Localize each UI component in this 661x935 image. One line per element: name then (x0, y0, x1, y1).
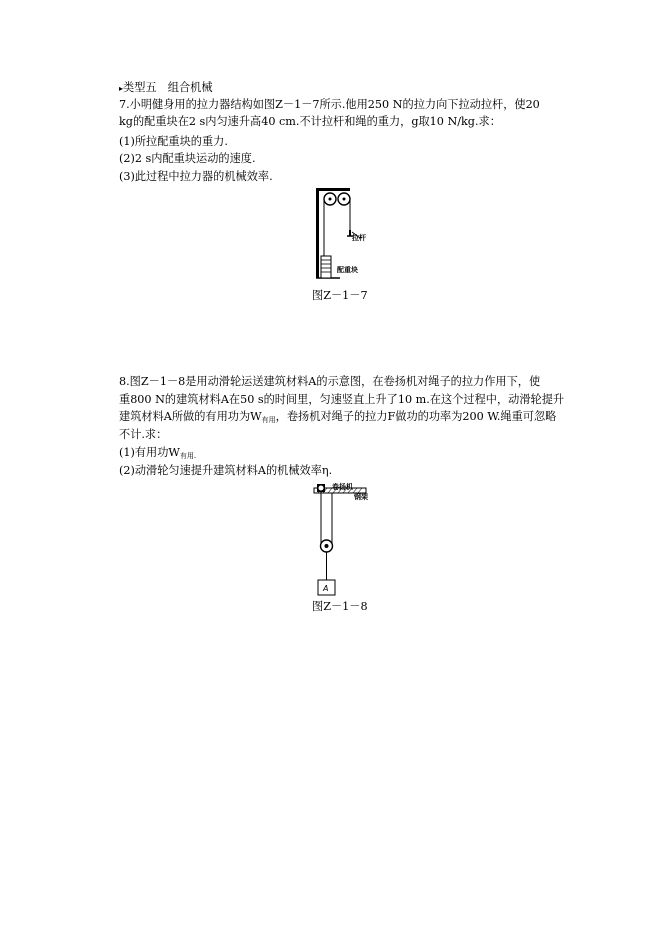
problem7-text-1: 7.小明健身用的拉力器结构如图Z－1－7所示.他用250 N的拉力向下拉动拉杆，使20 (119, 98, 540, 111)
movable-pulley-axle (325, 544, 329, 548)
problem7-line2 (119, 115, 501, 129)
problem8-text-3a: 建筑材料A所做的有用功为W (119, 410, 262, 423)
frame-post (316, 188, 319, 278)
problem8-line4: 不计.求： (119, 428, 168, 441)
problem8-text-2: 重800 N的建筑材料A在50 s的时间里，匀速竖直上升了10 m.在这个过程中，动滑轮提升 (119, 393, 565, 406)
problem8-line3 (119, 410, 556, 427)
problem8-line1 (119, 375, 567, 389)
problem8-text-1: 8.图Z－1－8是用动滑轮运送建筑材料A的示意图，在卷扬机对绳子的拉力作用下，使 (119, 375, 541, 388)
label-material-a: A (323, 584, 329, 593)
label-winch: 卷扬机 (332, 483, 353, 491)
frame-beam (316, 188, 350, 191)
problem7-question-3: (3)此过程中拉力器的机械效率. (119, 170, 273, 183)
problem7-question-1: (1)所拉配重块的重力. (119, 135, 228, 148)
figure7-caption: 图Z－1－7 (312, 289, 368, 302)
winch-drum (319, 486, 324, 491)
figure8-caption: 图Z－1－8 (312, 600, 368, 613)
label-weight: 配重块 (337, 266, 358, 274)
pulley-left-axle (329, 198, 332, 201)
section-title: 类型五 组合机械 (123, 81, 213, 94)
section-heading (119, 81, 213, 96)
problem7-text-2: kg的配重块在2 s内匀速升高40 cm.不计拉杆和绳的重力，g取10 N/kg.求： (119, 115, 501, 128)
label-frame: 钢架 (354, 493, 368, 501)
problem8-text-3b: ，卷扬机对绳子的拉力F做功的功率为200 W.绳重可忽略 (275, 410, 557, 423)
weight-stack-icon (321, 256, 331, 278)
problem8-question-2: (2)动滑轮匀速提升建筑材料A的机械效率η. (119, 464, 333, 477)
problem8-subscript: 有用 (261, 416, 276, 424)
pulley-right-axle (343, 198, 346, 201)
bullet-icon: ▸ (119, 84, 124, 93)
problem8-q1-subscript: 有用. (179, 452, 197, 460)
problem8-line2 (119, 393, 564, 407)
problem7-question-2: (2)2 s内配重块运动的速度. (119, 152, 256, 165)
label-pull-rod: 拉杆 (352, 234, 366, 242)
problem8-q1-text: (1)有用功W (119, 446, 180, 459)
problem8-question-1 (119, 446, 196, 463)
figure-pulley-rig (310, 186, 390, 280)
figure-movable-pulley (310, 482, 400, 598)
problem7-line1 (119, 98, 567, 112)
